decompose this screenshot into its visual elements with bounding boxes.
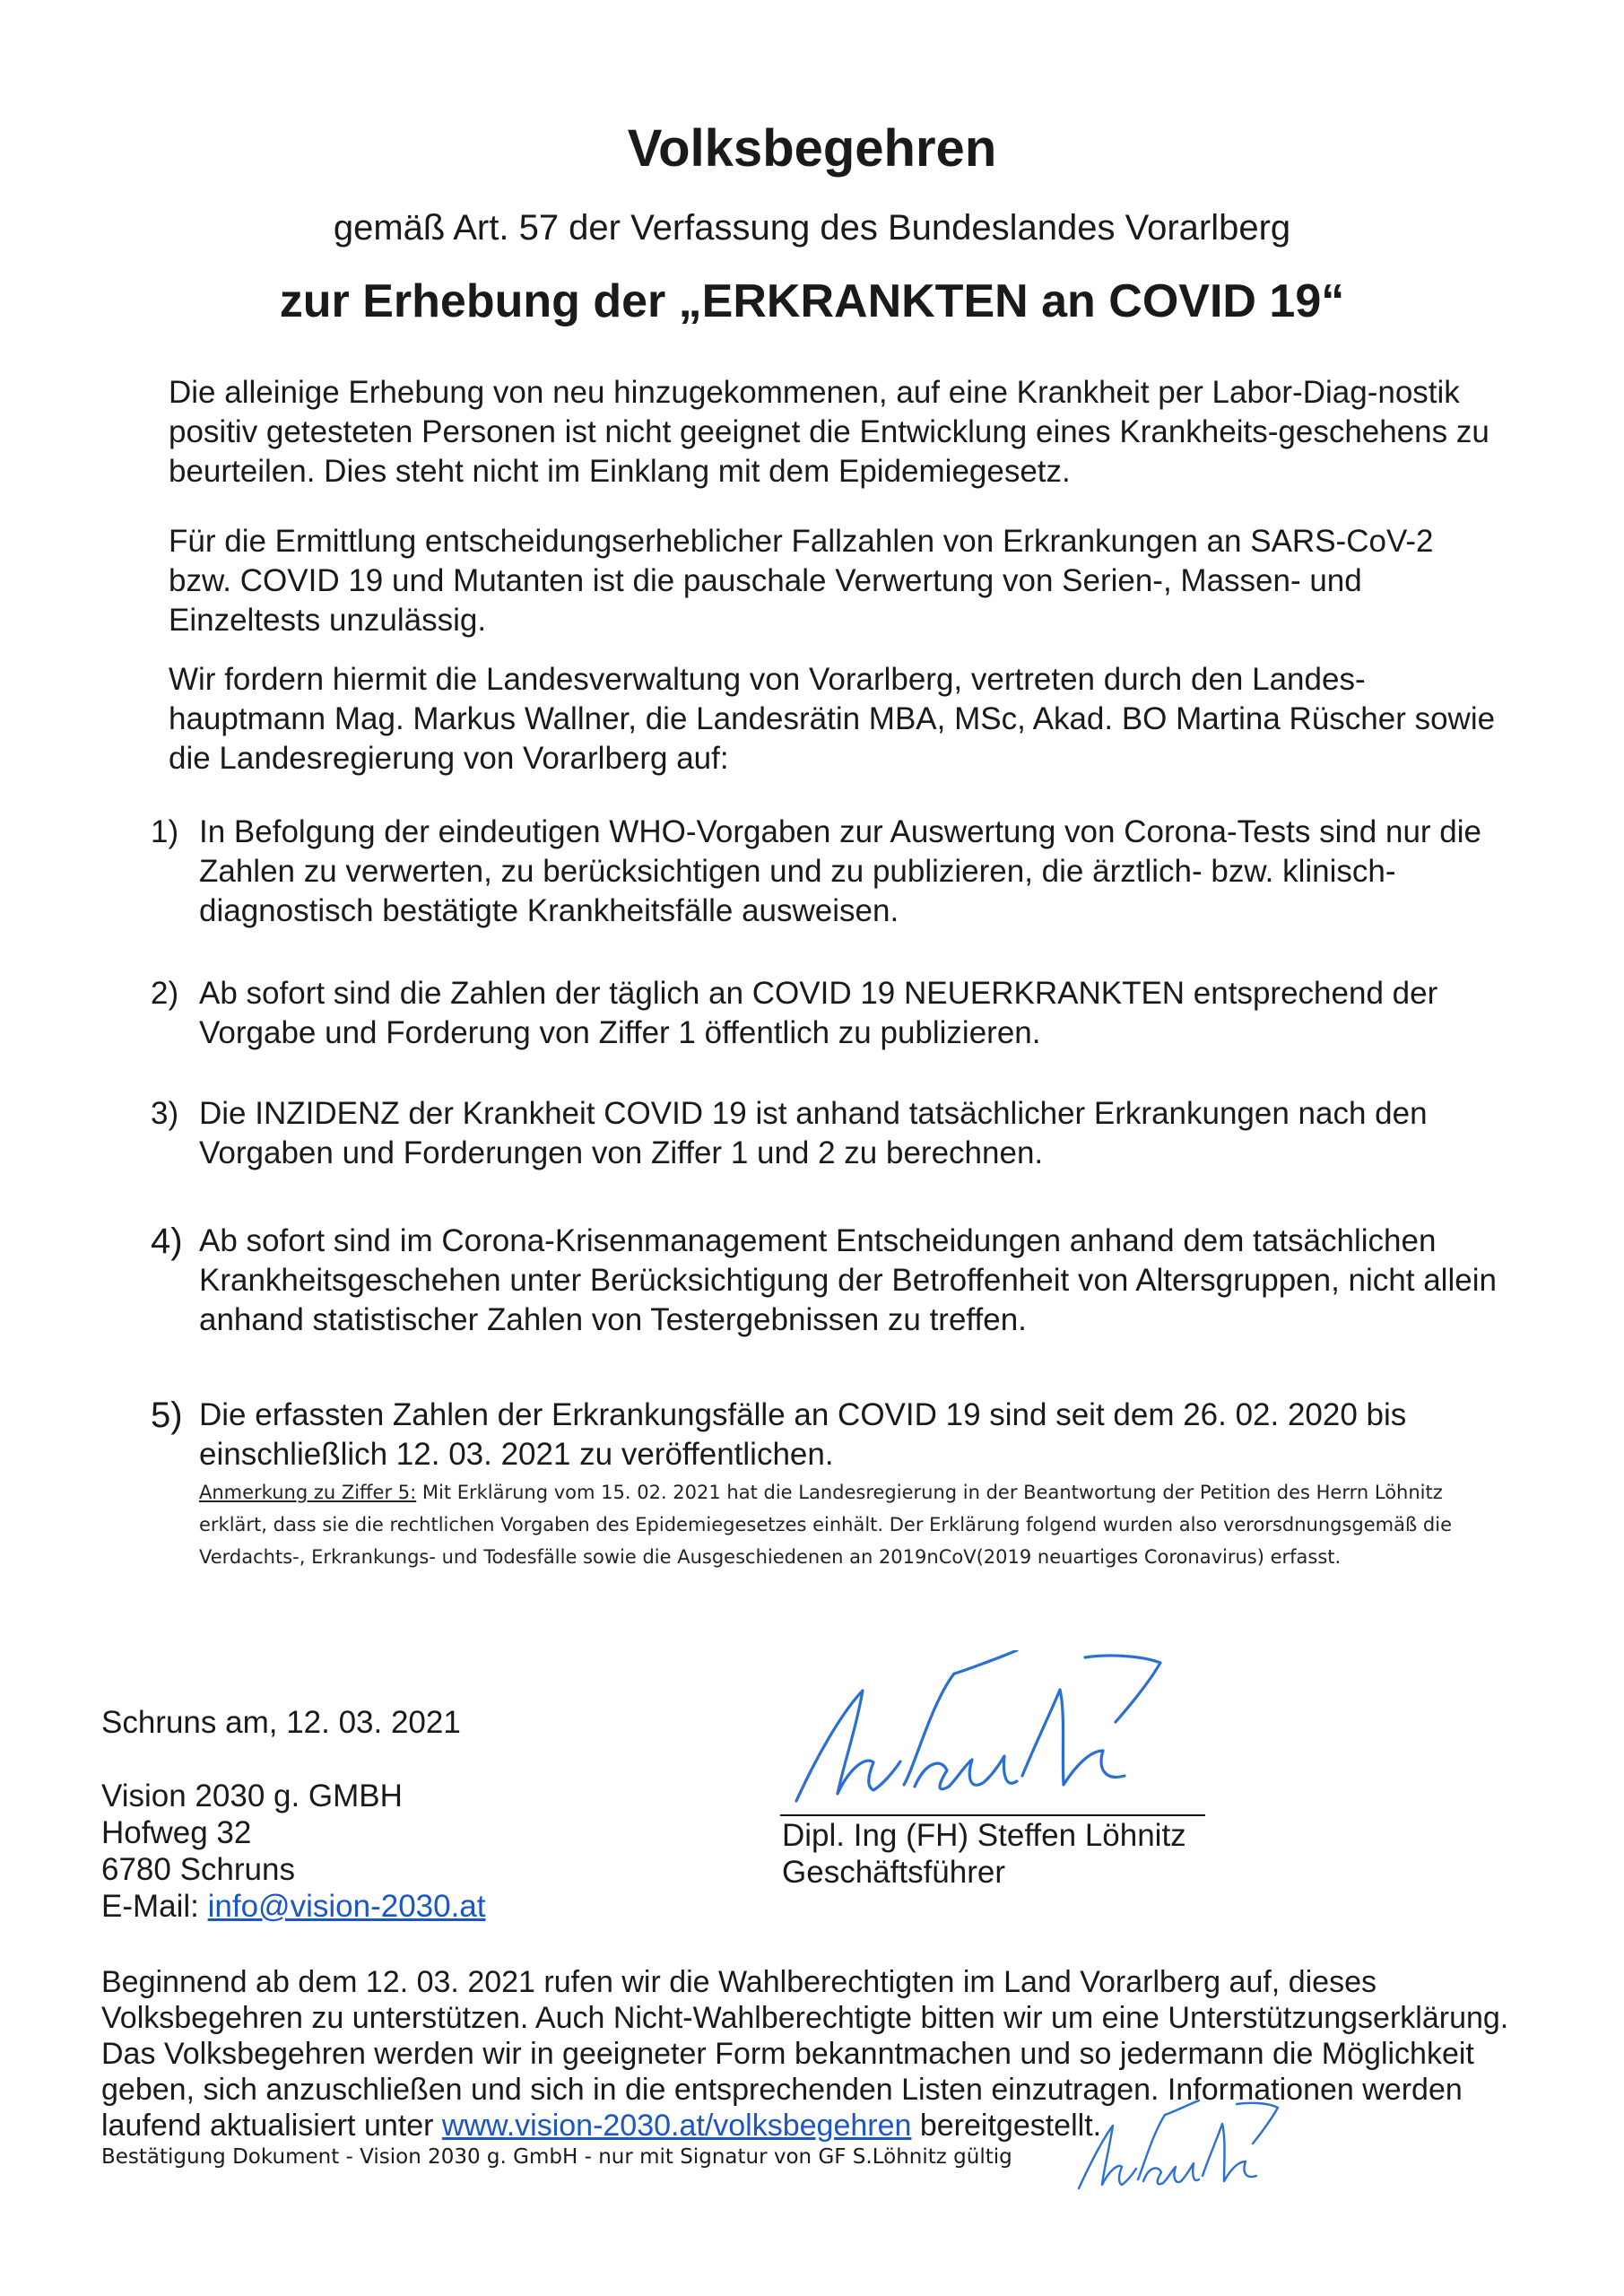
company-city: 6780 Schruns xyxy=(101,1852,295,1887)
email-label: E-Mail: xyxy=(101,1889,208,1924)
demand-number: 3) xyxy=(151,1096,179,1131)
demand-number: 1) xyxy=(151,814,179,849)
footer-signature-image xyxy=(1072,2099,1296,2197)
intro-paragraph-2: Für die Ermittlung entscheidungserheblicher Fallzahlen von Erkrankungen an SARS-CoV-2 bzw. COVID 19 und Mutanten ist die pauschale Verwertung von Serien-, Massen- und Einzeltests unzulässig. xyxy=(169,524,1434,638)
demand-text: Die erfassten Zahlen der Erkrankungsfälle an COVID 19 sind seit dem 26. 02. 2020 bis einschließlich 12. 03. 2021 zu veröffentlichen. xyxy=(199,1397,1407,1472)
demand-number: 2) xyxy=(151,976,179,1011)
demand-number: 5) xyxy=(151,1396,183,1435)
company-street: Hofweg 32 xyxy=(101,1815,252,1850)
signature-image xyxy=(780,1650,1211,1821)
footnote-label: Anmerkung zu Ziffer 5: xyxy=(199,1482,417,1503)
email-link[interactable]: info@vision-2030.at xyxy=(207,1889,486,1924)
signature-line xyxy=(780,1814,1205,1816)
demand-text: Die INZIDENZ der Krankheit COVID 19 ist anhand tatsächlicher Erkrankungen nach den Vorgaben und Forderungen von Ziffer 1 und 2 zu berechnen. xyxy=(199,1096,1428,1170)
demand-number: 4) xyxy=(151,1222,183,1261)
signer-block xyxy=(782,1817,1186,1891)
closing-paragraph xyxy=(101,1964,1536,2144)
demand-text: In Befolgung der eindeutigen WHO-Vorgaben zur Auswertung von Corona-Tests sind nur die Zahlen zu verwerten, zu berücksichtigen und zu publizieren, die ärztlich- bzw. klinisch-diagnostisch bestätigte Krankheitsfälle ausweisen. xyxy=(199,814,1482,928)
company-name: Vision 2030 g. GMBH xyxy=(101,1779,403,1813)
website-link[interactable]: www.vision-2030.at/volksbegehren xyxy=(441,2109,912,2143)
signer-name: Dipl. Ing (FH) Steffen Löhnitz xyxy=(782,1818,1186,1853)
intro-paragraph-1: Die alleinige Erhebung von neu hinzugekommenen, auf eine Krankheit per Labor-Diag-nostik positiv getesteten Personen ist nicht geeignet die Entwicklung eines Krankheits-geschehens zu beurteilen. Dies steht nicht im Einklang mit dem Epidemiegesetz. xyxy=(169,375,1489,489)
closing-text: Beginnend ab dem 12. 03. 2021 rufen wir die Wahlberechtigten im Land Vorarlberg auf, dieses Volksbegehren zu unterstützen. Auch Nicht-Wahlberechtigte bitten wir um eine Unterstützungserklärung. Das Volksbegehren werden wir in geeigneter Form bekanntmachen und so jedermann die Möglichkeit geben, sich anzuschließen und sich in die entsprechenden Listen einzutragen. Informationen werden laufend aktualisiert unter xyxy=(101,1965,1509,2143)
company-email-line xyxy=(101,1888,486,1925)
intro-paragraph-3: Wir fordern hiermit die Landesverwaltung von Vorarlberg, vertreten durch den Landes-hauptmann Mag. Markus Wallner, die Landesrätin MBA, MSc, Akad. BO Martina Rüscher sowie die Landesregierung von Vorarlberg auf: xyxy=(169,662,1496,776)
company-address xyxy=(101,1778,486,1925)
footnote xyxy=(199,1476,1490,1573)
signer-role: Geschäftsführer xyxy=(782,1855,1005,1890)
place-date: Schruns am, 12. 03. 2021 xyxy=(101,1705,461,1740)
document-heading: zur Erhebung der „ERKRANKTEN an COVID 19“ xyxy=(279,275,1345,327)
document-subtitle: gemäß Art. 57 der Verfassung des Bundeslandes Vorarlberg xyxy=(333,208,1291,248)
closing-text-end: bereitgestellt. xyxy=(911,2109,1102,2143)
footer-note: Bestätigung Dokument - Vision 2030 g. GmbH - nur mit Signatur von GF S.Löhnitz gültig xyxy=(101,2145,1012,2169)
demand-text: Ab sofort sind im Corona-Krisenmanagement Entscheidungen anhand dem tatsächlichen Krankheitsgeschehen unter Berücksichtigung der Betroffenheit von Altersgruppen, nicht allein anhand statistischer Zahlen von Testergebnissen zu treffen. xyxy=(199,1223,1497,1337)
footnote-text: Mit Erklärung vom 15. 02. 2021 hat die Landesregierung in der Beantwortung der Petition des Herrn Löhnitz erklärt, dass sie die rechtlichen Vorgaben des Epidemiegesetzes einhält. Der Erklärung folgend wurden also verorsdnungsgemäß die Verdachts-, Erkrankungs- und Todesfälle sowie die Ausgeschiedenen an 2019nCoV(2019 neuartiges Coronavirus) erfasst. xyxy=(199,1482,1452,1568)
document-title: Volksbegehren xyxy=(627,119,997,178)
demand-text: Ab sofort sind die Zahlen der täglich an COVID 19 NEUERKRANKTEN entsprechend der Vorgabe und Forderung von Ziffer 1 öffentlich zu publizieren. xyxy=(199,976,1438,1050)
